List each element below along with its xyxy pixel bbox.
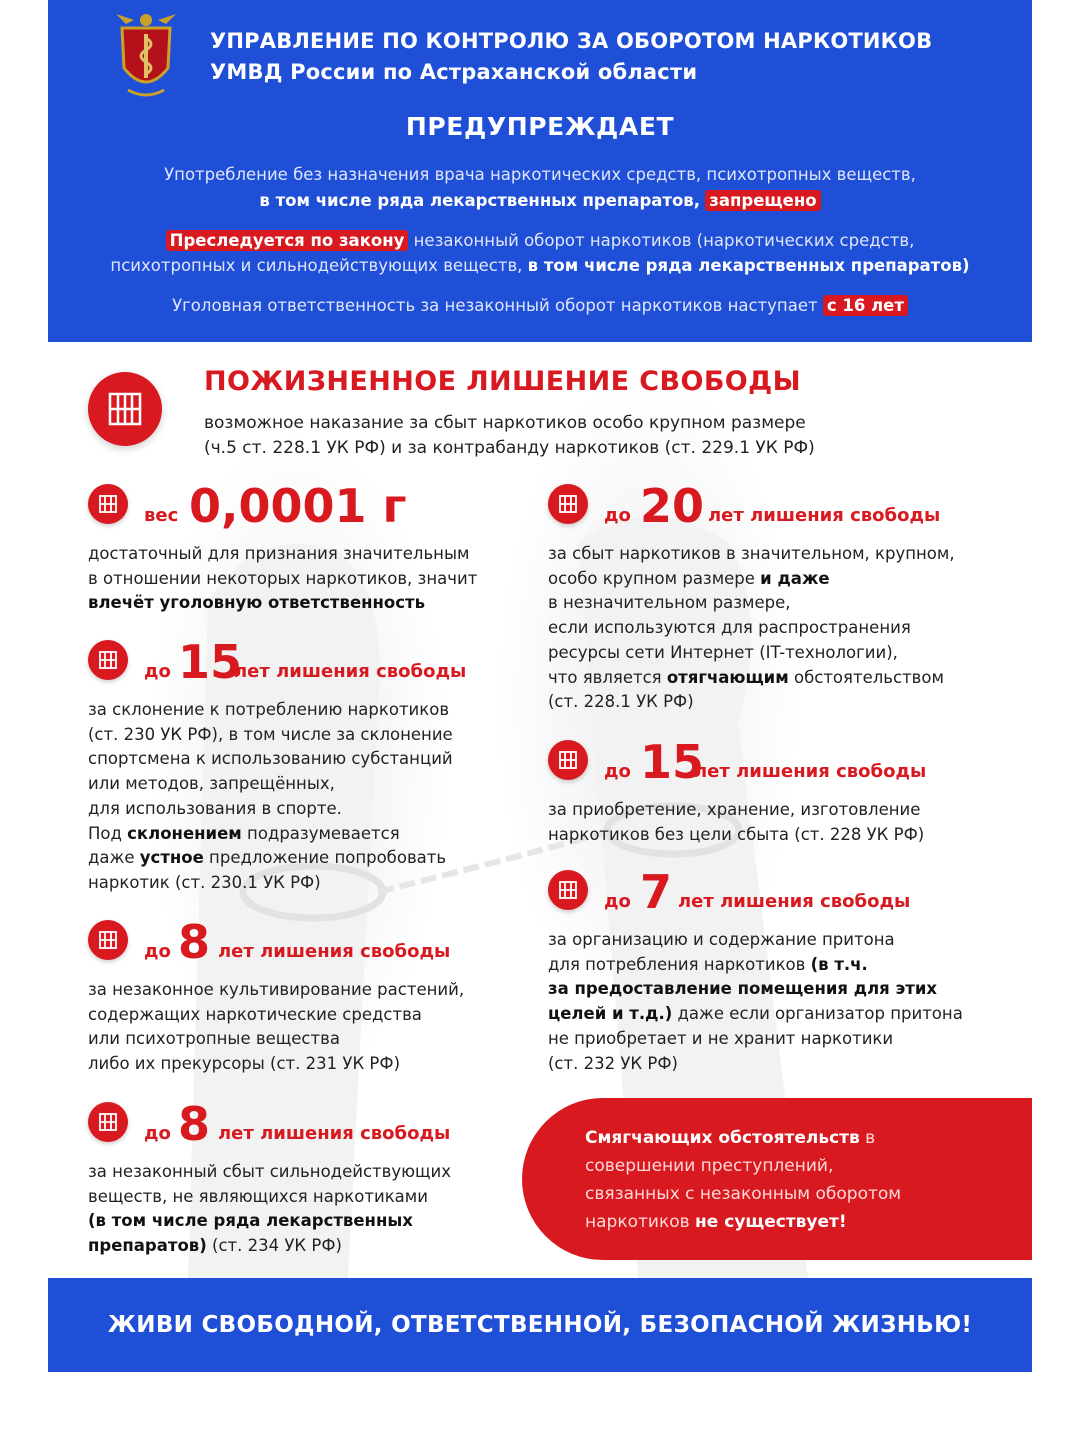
prison-bars-icon <box>88 920 128 960</box>
prison-bars-icon <box>548 870 588 910</box>
warns-heading: ПРЕДУПРЕЖДАЕТ <box>405 112 675 141</box>
text-bold: за предоставление помещения для этих <box>548 979 938 999</box>
callout-text: в <box>859 1128 876 1148</box>
weight-block <box>88 476 528 616</box>
sentence-suffix: лет лишения свободы <box>218 941 451 962</box>
text-line: за незаконный сбыт сильнодействующих <box>88 1162 452 1181</box>
org-title-line-1: УПРАВЛЕНИЕ ПО КОНТРОЛЮ ЗА ОБОРОТОМ НАРКОТИКОВ <box>210 29 933 53</box>
text-bold: склонением <box>127 823 242 843</box>
prison-bars-icon <box>548 484 588 524</box>
sentence-7-block <box>548 862 1018 1076</box>
text-bold: отягчающим <box>666 667 789 687</box>
text-part: что является <box>548 667 667 687</box>
callout-bold: не существует! <box>695 1212 847 1232</box>
text-line: за склонение к потреблению наркотиков <box>88 700 450 719</box>
sentence-suffix: лет лишения свободы <box>678 891 911 912</box>
prison-bars-icon <box>88 1102 128 1142</box>
header-paragraph-1-line-2 <box>48 188 1032 213</box>
text-line: содержащих наркотические средства <box>88 1004 422 1024</box>
sentence-20-text <box>548 542 1018 715</box>
text-part: особо крупном размере <box>548 568 761 588</box>
callout-line: совершении преступлений, <box>585 1156 834 1176</box>
text-part: Под <box>88 823 128 843</box>
sentence-suffix: лет лишения свободы <box>708 505 941 526</box>
sentence-years: 8 <box>178 915 211 969</box>
weight-text-line: достаточный для признания значительным <box>88 544 470 563</box>
text-bold: препаратов) <box>88 1236 207 1256</box>
sentence-years: 15 <box>178 635 243 689</box>
p3-text: Уголовная ответственность за незаконный оборот наркотиков наступает <box>172 296 818 315</box>
p1-bold: в том числе ряда лекарственных препаратов, <box>259 191 701 210</box>
sentence-suffix: лет лишения свободы <box>218 1123 451 1144</box>
sentence-8-potent-block <box>88 1094 528 1259</box>
sentence-prefix: до <box>604 761 631 782</box>
p2-bold: в том числе ряда лекарственных препаратов) <box>527 256 970 275</box>
sentence-prefix: до <box>144 1123 171 1144</box>
sentence-15a-text <box>88 698 528 896</box>
text-line: для использования в спорте. <box>88 798 342 818</box>
sentence-8b-text <box>88 1160 528 1259</box>
life-sentence-title: ПОЖИЗНЕННОЕ ЛИШЕНИЕ СВОБОДЫ <box>204 366 801 397</box>
sentence-7-heading <box>548 862 1018 919</box>
sentence-years: 20 <box>640 479 705 533</box>
desc-line-1: возможное наказание за сбыт наркотиков особо крупном размере <box>204 413 806 433</box>
sentence-20-block <box>548 476 1018 715</box>
weight-text-bold: влечёт уголовную ответственность <box>88 593 426 613</box>
prison-bars-icon <box>88 640 128 680</box>
text-line: (ст. 228.1 УК РФ) <box>548 692 694 712</box>
weight-text-line: в отношении некоторых наркотиков, значит <box>88 568 478 588</box>
sentence-years: 7 <box>640 865 673 919</box>
organization-title <box>210 26 932 88</box>
poster <box>48 0 1032 1372</box>
sentence-15-possession-block <box>548 732 1018 847</box>
header-paragraph-3 <box>48 293 1032 318</box>
text-line: за приобретение, хранение, изготовление <box>548 800 921 819</box>
sentence-8a-heading <box>88 912 528 969</box>
sentence-prefix: до <box>604 891 631 912</box>
sentence-8b-heading <box>88 1094 528 1151</box>
text-line: (ст. 232 УК РФ) <box>548 1053 678 1073</box>
text-bold: и даже <box>760 568 830 588</box>
text-line: веществ, не являющихся наркотиками <box>88 1186 428 1206</box>
text-line: за организацию и содержание притона <box>548 930 895 949</box>
text-line: наркотиков без цели сбыта (ст. 228 УК РФ) <box>548 824 925 844</box>
text-line: за сбыт наркотиков в значительном, крупном, <box>548 544 955 563</box>
prison-bars-icon <box>88 484 128 524</box>
life-sentence-description <box>204 411 815 461</box>
prohibited-badge: запрещено <box>705 190 820 211</box>
text-line: наркотик (ст. 230.1 УК РФ) <box>88 872 321 892</box>
header-paragraph-2-line-1 <box>48 228 1032 253</box>
footer-slogan: ЖИВИ СВОБОДНОЙ, ОТВЕТСТВЕННОЙ, БЕЗОПАСНОЙ ЖИЗНЬЮ! <box>48 1278 1032 1372</box>
org-title-line-2: УМВД России по Астраханской области <box>210 60 698 84</box>
sentence-prefix: до <box>144 941 171 962</box>
text-line: либо их прекурсоры (ст. 231 УК РФ) <box>88 1054 401 1074</box>
weight-prefix: вес <box>144 505 179 526</box>
p2-text-2: психотропных и сильнодействующих веществ, <box>110 256 528 275</box>
sentence-15b-text <box>548 798 1018 847</box>
no-mitigation-callout <box>522 1098 1032 1260</box>
text-line: или методов, запрещённых, <box>88 774 335 794</box>
sentence-7-text <box>548 928 1018 1076</box>
prosecuted-badge: Преследуется по закону <box>166 230 409 251</box>
sentence-suffix: лет лишения свободы <box>694 761 927 782</box>
prison-bars-icon <box>548 740 588 780</box>
weight-heading <box>88 476 528 533</box>
police-emblem-icon <box>108 10 184 100</box>
sentence-8a-text <box>88 978 528 1077</box>
prison-bars-icon <box>88 372 162 446</box>
text-bold: устное <box>139 848 204 868</box>
weight-value: 0,0001 г <box>189 479 407 533</box>
text-part: предложение попробовать <box>203 848 447 868</box>
p2-text-1: незаконный оборот наркотиков (наркотических средств, <box>408 231 915 250</box>
sentence-20-heading <box>548 476 1018 533</box>
sentence-8-cultivation-block <box>88 912 528 1077</box>
age-badge: с 16 лет <box>823 295 908 316</box>
desc-line-2: (ч.5 ст. 228.1 УК РФ) и за контрабанду наркотиков (ст. 229.1 УК РФ) <box>204 438 815 458</box>
text-part: даже если организатор притона <box>672 1004 963 1024</box>
text-line: за незаконное культивирование растений, <box>88 980 465 999</box>
text-bold: (в том числе ряда лекарственных <box>88 1211 413 1231</box>
text-part: (ст. 234 УК РФ) <box>206 1236 342 1256</box>
text-line: спортсмена к использованию субстанций <box>88 749 453 769</box>
callout-text: наркотиков <box>585 1212 696 1232</box>
sentence-years: 8 <box>178 1097 211 1151</box>
text-line: в незначительном размере, <box>548 593 791 613</box>
text-part: обстоятельством <box>788 667 944 687</box>
text-bold: (в т.ч. <box>810 954 868 974</box>
p1-text: Употребление без назначения врача наркотических средств, психотропных веществ, <box>164 165 916 184</box>
text-part: подразумевается <box>241 823 400 843</box>
header-paragraph-1-line-1 <box>48 162 1032 187</box>
text-bold: целей и т.д.) <box>548 1004 673 1024</box>
callout-line: связанных с незаконным оборотом <box>585 1184 902 1204</box>
weight-text <box>88 542 528 616</box>
sentence-15b-heading <box>548 732 1018 789</box>
sentence-years: 15 <box>640 735 705 789</box>
sentence-15a-heading <box>88 632 528 689</box>
text-line: или психотропные вещества <box>88 1029 340 1049</box>
header-paragraph-2-line-2 <box>48 253 1032 278</box>
text-line: (ст. 230 УК РФ), в том числе за склонение <box>88 724 453 744</box>
text-part: для потребления наркотиков <box>548 954 811 974</box>
sentence-15-inducement-block <box>88 632 528 896</box>
text-line: если используются для распространения <box>548 618 911 638</box>
sentence-prefix: до <box>604 505 631 526</box>
text-part: даже <box>88 848 140 868</box>
sentence-prefix: до <box>144 661 171 682</box>
callout-bold: Смягчающих обстоятельств <box>585 1128 860 1148</box>
text-line: не приобретает и не хранит наркотики <box>548 1028 894 1048</box>
header-banner <box>48 0 1032 342</box>
text-line: ресурсы сети Интернет (IT-технологии), <box>548 642 898 662</box>
sentence-suffix: лет лишения свободы <box>234 661 467 682</box>
